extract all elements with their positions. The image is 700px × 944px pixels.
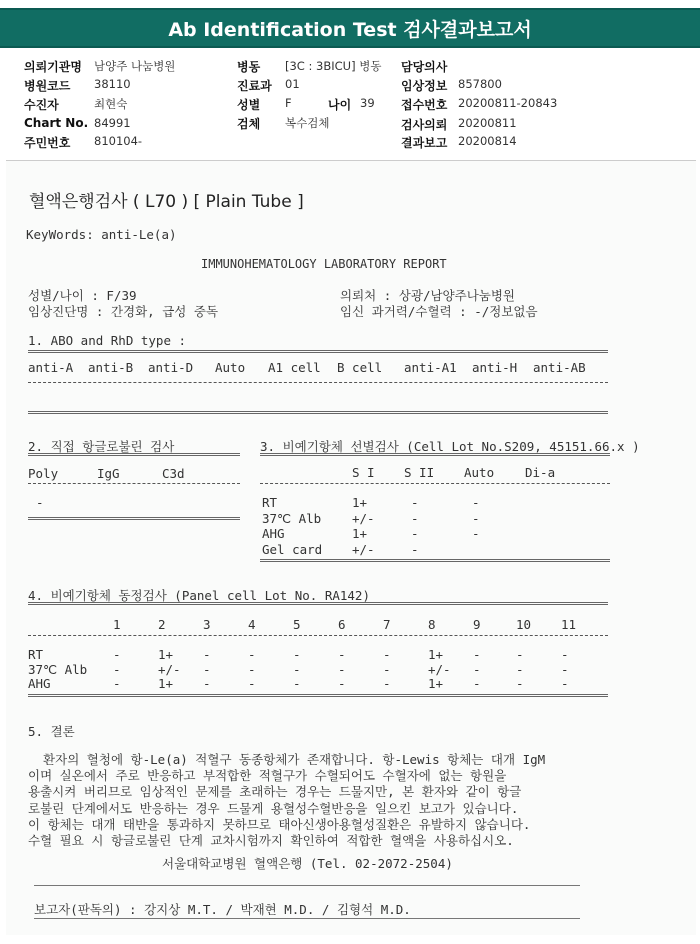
divider [260, 453, 610, 456]
info-value: 복수검체 [285, 116, 330, 130]
panel-cell: - [473, 676, 481, 691]
abo-column-header: Auto [215, 360, 246, 375]
panel-cell: - [113, 647, 121, 662]
panel-row-label: AHG [28, 676, 51, 691]
info-value: 857800 [458, 77, 502, 91]
panel-cell: - [473, 647, 481, 662]
abo-column-header: B cell [337, 360, 383, 375]
dat-column-header: Poly [28, 466, 59, 481]
screen-cell: - [472, 526, 480, 541]
sec2-heading: 2. 직접 항글로불린 검사 [28, 439, 175, 454]
info-label: 나이 [328, 98, 352, 112]
panel-cell: - [516, 661, 524, 677]
panel-cell: - [561, 676, 569, 691]
sec4-heading: 4. 비예기항체 동정검사 (Panel cell Lot No. RA142) [28, 588, 370, 603]
panel-column-header: 7 [383, 617, 391, 632]
divider [28, 411, 608, 414]
panel-cell: - [248, 647, 256, 662]
info-label: 검사의뢰 [401, 118, 448, 132]
divider [28, 602, 608, 605]
sec1-heading: 1. ABO and RhD type : [28, 333, 187, 348]
divider [28, 635, 608, 636]
screen-cell: +/- [352, 541, 375, 557]
panel-cell: - [293, 647, 301, 662]
divider [260, 483, 610, 484]
divider [260, 559, 610, 562]
panel-cell: 1+ [158, 647, 174, 662]
info-label: 수진자 [24, 98, 59, 112]
panel-cell: - [338, 661, 346, 677]
sex-age: 성별/나이 : F/39 [28, 288, 137, 303]
info-label: 병원코드 [24, 79, 71, 93]
info-label: 결과보고 [401, 136, 448, 150]
panel-column-header: 5 [293, 617, 301, 632]
divider [28, 453, 240, 456]
info-value: 20200811-20843 [458, 96, 558, 110]
abo-column-header: anti-A1 [404, 360, 457, 375]
sec3-heading: 3. 비예기항체 선별검사 (Cell Lot No.S209, 45151.66.x ) [260, 439, 640, 454]
info-value: 38110 [94, 77, 131, 91]
info-label: 주민번호 [24, 136, 71, 150]
panel-row-label: RT [28, 647, 44, 662]
referrer: 의뢰처 : 상광/남양주나눔병원 [340, 288, 516, 303]
conclusion-line: 환자의 혈청에 항-Le(a) 적혈구 동종항체가 존재합니다. 항-Lewis 항체는 대개 IgM [28, 752, 546, 767]
screen-row-label: Gel card [262, 541, 323, 557]
panel-cell: - [248, 676, 256, 691]
info-label: 검체 [237, 117, 261, 131]
panel-column-header: 9 [473, 617, 481, 632]
abo-column-header: anti-D [148, 360, 194, 375]
conclusion-line: 이며 실온에서 주로 반응하고 부적합한 적혈구가 수혈되어도 수혈자에 없는 항원을 [28, 768, 507, 784]
info-value: 810104- [94, 134, 143, 148]
dat-column-header: IgG [97, 466, 120, 481]
info-value: 20200811 [458, 116, 517, 130]
panel-cell: - [473, 661, 481, 677]
info-label: 임상정보 [401, 79, 448, 93]
panel-cell: 1+ [158, 676, 174, 691]
panel-cell: - [338, 647, 346, 662]
panel-column-header: 2 [158, 617, 166, 632]
info-value: 84991 [94, 116, 131, 130]
divider [28, 483, 240, 484]
panel-cell: - [383, 661, 391, 677]
divider [34, 885, 580, 886]
screen-row-label: AHG [262, 526, 285, 541]
abo-column-header: anti-B [88, 360, 134, 375]
info-label: 담당의사 [401, 60, 448, 74]
screen-cell: 1+ [352, 526, 368, 541]
panel-cell: +/- [158, 661, 181, 677]
transfusion-history: 임신 과거력/수혈력 : -/정보없음 [340, 304, 538, 319]
abo-column-header: anti-H [472, 360, 518, 375]
report-body [6, 160, 696, 935]
panel-cell: +/- [428, 661, 451, 677]
info-value: 20200814 [458, 134, 517, 148]
panel-cell: - [113, 676, 121, 691]
info-value: 01 [285, 77, 300, 91]
info-label: 성별 [237, 98, 261, 112]
abo-column-header: anti-A [28, 360, 74, 375]
panel-column-header: 3 [203, 617, 211, 632]
panel-cell: - [203, 647, 211, 662]
panel-cell: 1+ [428, 647, 444, 662]
conclusion-line: 용출시켜 버리므로 임상적인 문제를 초래하는 경우는 드물지만, 본 환자와 같이 항글 [28, 784, 522, 800]
divider [28, 517, 240, 520]
screen-cell: - [411, 510, 419, 526]
panel-column-header: 8 [428, 617, 436, 632]
screen-cell: - [411, 541, 419, 557]
dat-value: - [36, 495, 44, 510]
info-label: Chart No. [24, 116, 89, 130]
panel-cell: - [516, 647, 524, 662]
info-value: F [285, 96, 292, 110]
panel-cell: - [293, 661, 301, 677]
panel-cell: 1+ [428, 676, 444, 691]
divider [28, 694, 608, 697]
lab-title: IMMUNOHEMATOLOGY LABORATORY REPORT [201, 257, 447, 271]
panel-cell: - [383, 676, 391, 691]
diagnosis: 임상진단명 : 간경화, 급성 중독 [28, 304, 219, 319]
screen-row-label: 37℃ Alb [262, 510, 322, 526]
screen-cell: - [472, 510, 480, 526]
panel-column-header: 6 [338, 617, 346, 632]
report-title: 혈액은행검사 ( L70 ) [ Plain Tube ] [29, 192, 304, 212]
report-header-title: Ab Identification Test 검사결과보고서 [0, 8, 700, 48]
screen-cell: - [411, 495, 419, 510]
sec5-heading: 5. 결론 [28, 724, 75, 739]
panel-column-header: 1 [113, 617, 121, 632]
dat-column-header: C3d [162, 466, 185, 481]
screen-cell: - [472, 495, 480, 510]
abo-column-header: anti-AB [533, 360, 586, 375]
screen-cell: +/- [352, 510, 375, 526]
screen-column-header: Di-a [525, 465, 556, 480]
panel-column-header: 10 [516, 617, 532, 632]
divider [28, 382, 608, 383]
abo-column-header: A1 cell [268, 360, 321, 375]
panel-cell: - [338, 676, 346, 691]
info-value: 최현숙 [94, 97, 128, 111]
panel-cell: - [203, 676, 211, 691]
info-value: 남양주 나눔병원 [94, 59, 176, 73]
screen-column-header: S I [352, 465, 375, 480]
info-value: 39 [360, 96, 375, 110]
panel-cell: - [383, 647, 391, 662]
reporter: 보고자(판독의) : 강지상 M.T. / 박재현 M.D. / 김형석 M.D. [34, 902, 411, 917]
conclusion-line: 이 항체는 대개 태반을 통과하지 못하므로 태아신생아용혈성질환은 유발하지 않습니다. [28, 816, 531, 832]
panel-column-header: 4 [248, 617, 256, 632]
divider [28, 350, 608, 353]
info-label: 병동 [237, 60, 261, 74]
conclusion-line: 수혈 필요 시 항글로불린 단계 교차시험까지 확인하여 적합한 혈액을 사용하십시오. [28, 833, 514, 848]
panel-cell: - [561, 647, 569, 662]
panel-cell: - [248, 661, 256, 677]
screen-column-header: Auto [464, 465, 495, 480]
panel-cell: - [293, 676, 301, 691]
hospital-contact: 서울대학교병원 혈액은행 (Tel. 02-2072-2504) [162, 856, 453, 871]
screen-cell: 1+ [352, 495, 368, 510]
panel-cell: - [561, 661, 569, 677]
info-label: 접수번호 [401, 98, 448, 112]
screen-column-header: S II [404, 465, 435, 480]
panel-row-label: 37℃ Alb [28, 661, 88, 677]
panel-cell: - [516, 676, 524, 691]
panel-cell: - [203, 661, 211, 677]
keywords: KeyWords: anti-Le(a) [26, 227, 177, 242]
panel-column-header: 11 [561, 617, 577, 632]
panel-cell: - [113, 661, 121, 677]
screen-cell: - [411, 526, 419, 541]
info-label: 의뢰기관명 [24, 60, 82, 74]
info-label: 진료과 [237, 79, 272, 93]
screen-row-label: RT [262, 495, 278, 510]
patient-info [0, 52, 700, 152]
conclusion-line: 로불린 단계에서도 반응하는 경우 드물게 용혈성수혈반응을 일으킨 보고가 있습니다. [28, 800, 519, 816]
info-value: [3C : 3BICU] 병동 [285, 59, 382, 73]
divider [34, 918, 580, 919]
